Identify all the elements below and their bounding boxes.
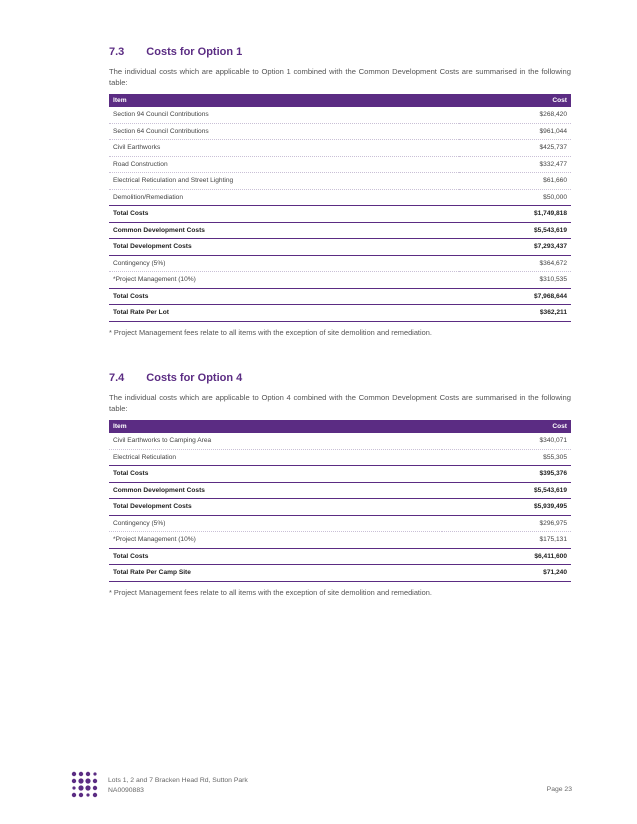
- row-cost: $5,543,619: [442, 482, 571, 499]
- table-row: [109, 222, 571, 239]
- section-costs-option-1: [109, 46, 571, 337]
- table-row: [109, 466, 571, 483]
- table-row: [109, 449, 571, 466]
- row-cost: $6,411,600: [442, 548, 571, 565]
- row-cost: $362,211: [459, 305, 571, 322]
- costs-table-option-4: [109, 420, 571, 582]
- row-cost: $7,968,644: [459, 288, 571, 305]
- footnote: * Project Management fees relate to all items with the exception of site demolition and remediation.: [109, 587, 432, 597]
- row-item: Total Costs: [109, 206, 459, 223]
- section-title: Costs for Option 1: [146, 46, 243, 58]
- row-item: Total Costs: [109, 466, 442, 483]
- table-row: [109, 532, 571, 549]
- table-header-row: [109, 94, 571, 107]
- row-cost: $364,672: [459, 255, 571, 272]
- row-item: Civil Earthworks to Camping Area: [109, 433, 442, 449]
- row-cost: $961,044: [459, 123, 571, 140]
- row-item: Contingency (5%): [109, 255, 459, 272]
- row-item: Total Development Costs: [109, 239, 459, 256]
- section-number: 7.4: [109, 372, 125, 384]
- row-item: Total Costs: [109, 548, 442, 565]
- table-row: [109, 499, 571, 516]
- header-item: Item: [109, 94, 459, 107]
- row-item: Demolition/Remediation: [109, 189, 459, 206]
- row-cost: $55,305: [442, 449, 571, 466]
- row-item: Electrical Reticulation and Street Lighting: [109, 173, 459, 190]
- row-cost: $395,376: [442, 466, 571, 483]
- row-item: Common Development Costs: [109, 222, 459, 239]
- table-row: [109, 140, 571, 157]
- section-costs-option-4: [109, 372, 571, 597]
- table-row: [109, 255, 571, 272]
- row-cost: $175,131: [442, 532, 571, 549]
- row-item: *Project Management (10%): [109, 532, 442, 549]
- row-cost: $340,071: [442, 433, 571, 449]
- row-item: Contingency (5%): [109, 515, 442, 532]
- row-item: Section 94 Council Contributions: [109, 107, 459, 123]
- footer-reference: NA0090883: [108, 787, 144, 794]
- header-cost: Cost: [442, 420, 571, 433]
- row-item: Civil Earthworks: [109, 140, 459, 157]
- table-row: [109, 288, 571, 305]
- row-cost: $61,660: [459, 173, 571, 190]
- row-cost: $1,749,818: [459, 206, 571, 223]
- table-row: [109, 239, 571, 256]
- table-row: [109, 156, 571, 173]
- company-logo-icon: [70, 770, 98, 800]
- table-row: [109, 206, 571, 223]
- table-row: [109, 548, 571, 565]
- row-item: Total Rate Per Camp Site: [109, 565, 442, 582]
- section-intro: The individual costs which are applicable to Option 1 combined with the Common Development Costs are summarised in the following table:: [109, 67, 571, 87]
- row-cost: $425,737: [459, 140, 571, 157]
- section-intro: The individual costs which are applicable to Option 4 combined with the Common Development Costs are summarised in the following table:: [109, 393, 571, 413]
- table-row: [109, 565, 571, 582]
- header-cost: Cost: [459, 94, 571, 107]
- table-row: [109, 515, 571, 532]
- header-item: Item: [109, 420, 442, 433]
- row-item: Electrical Reticulation: [109, 449, 442, 466]
- costs-table-option-1: [109, 94, 571, 322]
- row-cost: $50,000: [459, 189, 571, 206]
- table-row: [109, 482, 571, 499]
- row-cost: $5,543,619: [459, 222, 571, 239]
- row-item: Section 64 Council Contributions: [109, 123, 459, 140]
- row-item: Common Development Costs: [109, 482, 442, 499]
- row-cost: $310,535: [459, 272, 571, 289]
- section-title: Costs for Option 4: [146, 372, 243, 384]
- row-cost: $332,477: [459, 156, 571, 173]
- row-item: *Project Management (10%): [109, 272, 459, 289]
- table-row: [109, 433, 571, 449]
- footnote: * Project Management fees relate to all items with the exception of site demolition and remediation.: [109, 327, 432, 337]
- table-row: [109, 173, 571, 190]
- table-header-row: [109, 420, 571, 433]
- row-cost: $71,240: [442, 565, 571, 582]
- row-cost: $5,939,495: [442, 499, 571, 516]
- footer-address: Lots 1, 2 and 7 Bracken Head Rd, Sutton Park: [108, 777, 248, 784]
- table-row: [109, 272, 571, 289]
- row-item: Total Rate Per Lot: [109, 305, 459, 322]
- row-cost: $268,420: [459, 107, 571, 123]
- table-row: [109, 305, 571, 322]
- table-row: [109, 107, 571, 123]
- row-cost: $296,975: [442, 515, 571, 532]
- section-heading: [109, 46, 571, 58]
- row-cost: $7,293,437: [459, 239, 571, 256]
- row-item: Total Costs: [109, 288, 459, 305]
- footer-text: [108, 776, 248, 796]
- page-footer: [70, 770, 572, 802]
- page-number: Page 23: [546, 786, 572, 793]
- row-item: Total Development Costs: [109, 499, 442, 516]
- section-heading: [109, 372, 571, 384]
- table-row: [109, 189, 571, 206]
- table-row: [109, 123, 571, 140]
- row-item: Road Construction: [109, 156, 459, 173]
- section-number: 7.3: [109, 46, 125, 58]
